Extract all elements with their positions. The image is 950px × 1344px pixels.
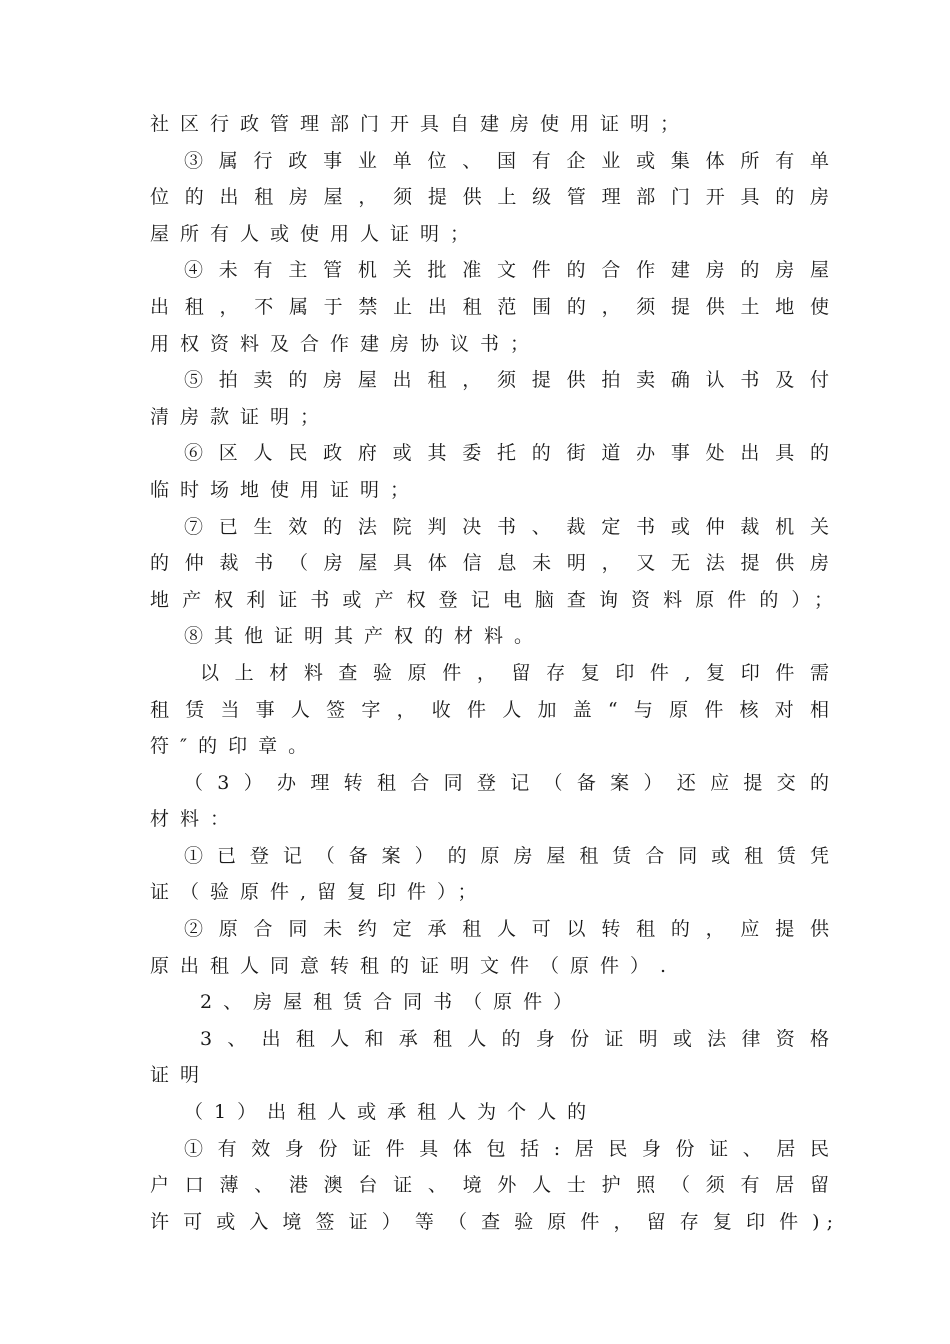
text-line-15: ⑧其他证明其产权的材料。	[184, 625, 545, 648]
text-line-12: ⑦已生效的法院判决书、裁定书或仲裁机关	[184, 515, 840, 538]
text-line-11: 临时场地使用证明；	[150, 478, 421, 501]
text-line-27: 证明	[150, 1064, 211, 1087]
text-line-13: 的仲裁书（房屋具体信息未明，又无法提供房	[150, 552, 840, 575]
text-line-16: 以上材料查验原件，留存复印件,复印件需	[200, 661, 840, 684]
text-line-14: 地产权利证书或产权登记电脑查询资料原件的）；	[150, 588, 840, 611]
text-line-3: 位的出租房屋，须提供上级管理部门开具的房	[150, 186, 840, 209]
text-line-30: 户口薄、港澳台证、境外人士护照（须有居留	[150, 1174, 840, 1197]
text-line-22: 证（验原件,留复印件）；	[150, 881, 488, 904]
text-line-8: ⑤拍卖的房屋出租，须提供拍卖确认书及付	[184, 369, 840, 392]
text-line-1: 社区行政管理部门开具自建房使用证明；	[150, 113, 691, 135]
text-line-19: （3）办理转租合同登记（备案）还应提交的	[184, 771, 840, 794]
text-line-28: （1）出租人或承租人为个人的	[184, 1101, 598, 1124]
text-line-21: ①已登记（备案）的原房屋租赁合同或租赁凭	[184, 844, 840, 867]
text-line-24: 原出租人同意转租的证明文件（原件）.	[150, 954, 678, 977]
text-line-5: ④未有主管机关批准文件的合作建房的房屋	[184, 259, 840, 282]
text-line-7: 用权资料及合作建房协议书；	[150, 332, 541, 355]
document-body	[150, 106, 840, 1240]
text-line-20: 材料：	[150, 808, 241, 831]
text-line-26: 3、出租人和承租人的身份证明或法律资格	[200, 1027, 840, 1050]
text-line-2: ③属行政事业单位、国有企业或集体所有单	[184, 149, 840, 172]
text-line-31: 许可或入境签证）等（查验原件，留存复印件);	[150, 1210, 840, 1233]
text-line-6: 出租，不属于禁止出租范围的，须提供土地使	[150, 295, 840, 318]
text-line-4: 屋所有人或使用人证明；	[150, 222, 481, 245]
text-line-25: 2、房屋租赁合同书（原件）	[200, 991, 584, 1014]
text-line-9: 清房款证明；	[150, 405, 331, 428]
text-line-23: ②原合同未约定承租人可以转租的，应提供	[184, 918, 840, 941]
text-line-10: ⑥区人民政府或其委托的街道办事处出具的	[184, 442, 840, 465]
text-line-18: 符″的印章。	[150, 735, 319, 758]
text-line-29: ①有效身份证件具体包括:居民身份证、居民	[184, 1137, 840, 1160]
text-line-17: 租赁当事人签字，收件人加盖“与原件核对相	[150, 698, 840, 721]
